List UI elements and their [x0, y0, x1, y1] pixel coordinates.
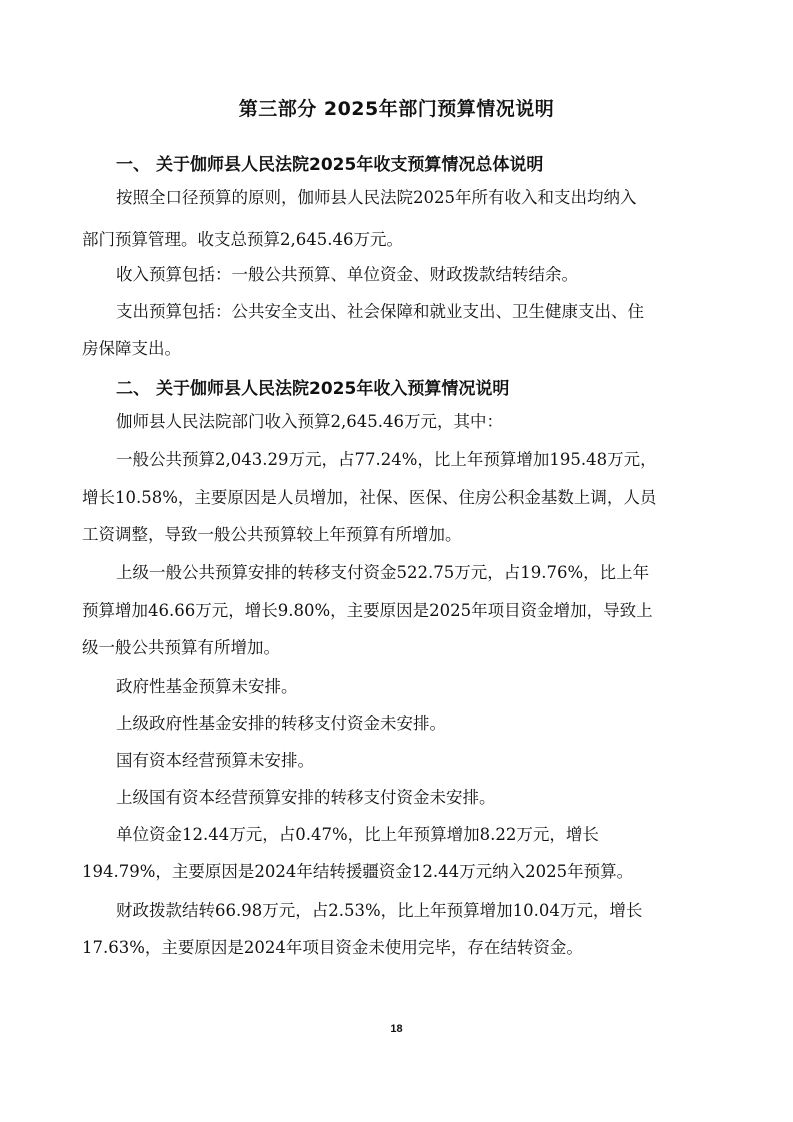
paragraph-line: 伽师县人民法院部门收入预算2,645.46万元，其中：	[116, 412, 503, 431]
section-heading-2	[116, 374, 509, 399]
paragraph-line: 单位资金12.44万元，占0.47%，比上年预算增加8.22万元，增长	[116, 825, 599, 844]
paragraph-line: 194.79%，主要原因是2024年结转援疆资金12.44万元纳入2025年预算。	[82, 862, 634, 881]
paragraph-line: 国有资本经营预算未安排。	[116, 751, 314, 770]
paragraph-line: 级一般公共预算有所增加。	[82, 638, 280, 657]
paragraph-line: 政府性基金预算未安排。	[116, 677, 298, 696]
section-heading-1	[116, 150, 543, 175]
paragraph-line: 收入预算包括：一般公共预算、单位资金、财政拨款结转结余。	[116, 265, 578, 284]
paragraph-line: 支出预算包括：公共安全支出、社会保障和就业支出、卫生健康支出、住	[116, 302, 644, 321]
paragraph-line: 预算增加46.66万元，增长9.80%，主要原因是2025年项目资金增加，导致上	[82, 601, 653, 620]
section-heading-text: 关于伽师县人民法院2025年收入预算情况说明	[156, 379, 510, 399]
paragraph-line: 上级一般公共预算安排的转移支付资金522.75万元，占19.76%，比上年	[116, 563, 650, 582]
paragraph-line: 一般公共预算2,043.29万元，占77.24%，比上年预算增加195.48万元，	[116, 450, 657, 469]
paragraph-line: 部门预算管理。收支总预算2,645.46万元。	[82, 230, 403, 249]
paragraph-line: 工资调整，导致一般公共预算较上年预算有所增加。	[82, 525, 462, 544]
paragraph-line: 17.63%，主要原因是2024年项目资金未使用完毕，存在结转资金。	[82, 938, 583, 957]
paragraph-line: 按照全口径预算的原则，伽师县人民法院2025年所有收入和支出均纳入	[116, 188, 637, 207]
paragraph-line: 财政拨款结转66.98万元，占2.53%，比上年预算增加10.04万元，增长	[116, 901, 643, 920]
section-number: 一、	[116, 155, 150, 175]
section-number: 二、	[116, 379, 150, 399]
paragraph-line: 增长10.58%，主要原因是人员增加，社保、医保、住房公积金基数上调，人员	[82, 488, 657, 507]
page-number: 18	[390, 1023, 403, 1035]
paragraph-line: 房保障支出。	[82, 339, 181, 358]
page-title: 第三部分 2025年部门预算情况说明	[238, 98, 555, 120]
paragraph-line: 上级政府性基金安排的转移支付资金未安排。	[116, 714, 446, 733]
section-heading-text: 关于伽师县人民法院2025年收支预算情况总体说明	[156, 155, 544, 175]
paragraph-line: 上级国有资本经营预算安排的转移支付资金未安排。	[116, 788, 496, 807]
